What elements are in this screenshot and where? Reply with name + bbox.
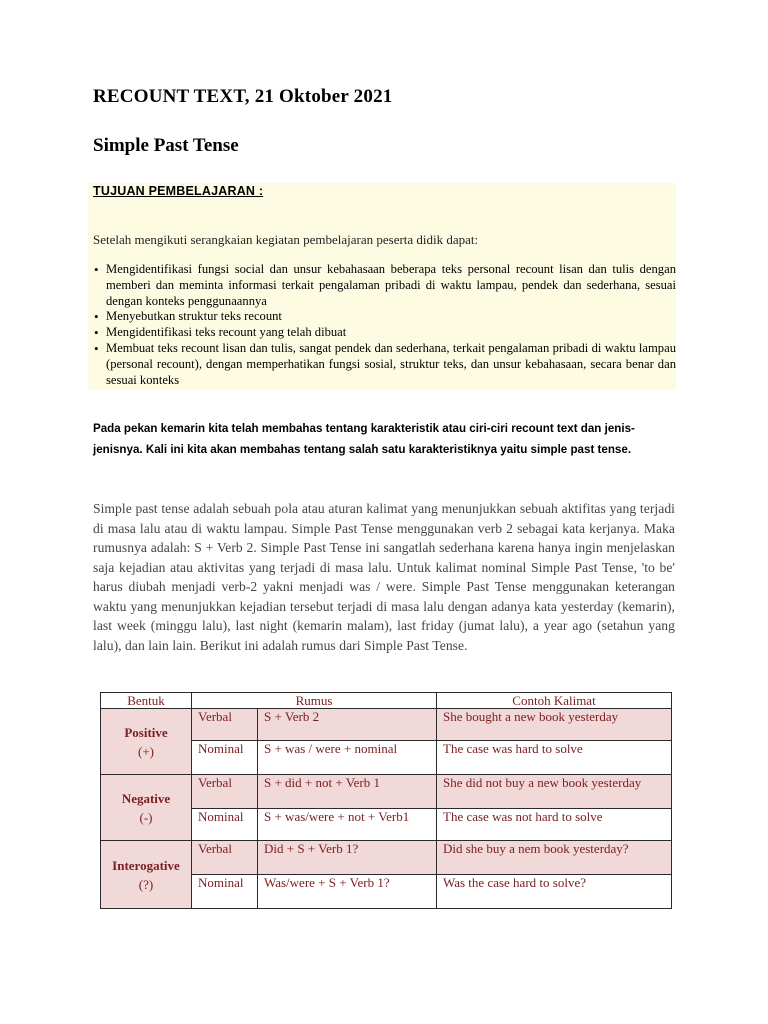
formula-cell: S + Verb 2 [258,709,437,741]
document-title: RECOUNT TEXT, 21 Oktober 2021 [93,86,393,107]
table-row [101,841,672,875]
form-label: Interogative [112,857,180,873]
tense-formula-table [100,692,672,909]
header-rumus: Rumus [192,693,437,709]
table-row [101,709,672,741]
table-header-row [101,693,672,709]
objectives-heading: TUJUAN PEMBELAJARAN : [93,184,264,198]
objectives-list [94,262,676,388]
objective-item: • Membuat teks recount lisan dan tulis, sangat pendek dan sederhana, terkait pengalaman pribadi di waktu lampau (personal recount), dengan memperhatikan fungsi sosial, struktur teks, dan unsur kebahasaan, secara benar dan sesuai konteks [94,341,676,388]
type-cell: Nominal [192,875,258,909]
form-cell-negative [101,775,192,841]
example-cell: The case was not hard to solve [437,809,672,841]
document-subtitle: Simple Past Tense [93,135,239,156]
header-bentuk: Bentuk [101,693,192,709]
form-cell-positive [101,709,192,775]
formula-cell: S + was / were + nominal [258,741,437,775]
type-cell: Verbal [192,775,258,809]
type-cell: Nominal [192,809,258,841]
table-row [101,775,672,809]
type-cell: Verbal [192,841,258,875]
type-cell: Nominal [192,741,258,775]
formula-cell: S + did + not + Verb 1 [258,775,437,809]
header-contoh: Contoh Kalimat [437,693,672,709]
formula-cell: Did + S + Verb 1? [258,841,437,875]
example-cell: Did she buy a nem book yesterday? [437,841,672,875]
example-cell: She did not buy a new book yesterday [437,775,672,809]
form-label: Negative [121,790,171,806]
form-label: Positive [124,724,168,740]
example-cell: She bought a new book yesterday [437,709,672,741]
objective-item: • Mengidentifikasi fungsi social dan unsur kebahasaan beberapa teks personal recount lisan dan tulis dengan memberi dan meminta informasi terkait pengalaman pribadi di waktu lampau, pendek dan sederhana, sesuai dengan konteks penggunaannya [94,262,676,309]
example-cell: The case was hard to solve [437,741,672,775]
definition-paragraph: Simple past tense adalah sebuah pola atau aturan kalimat yang menunjukkan sebuah aktifitas yang terjadi di masa lalu atau di waktu lampau. Simple Past Tense menggunakan verb 2 sebagai kata kerjanya. Maka rumusnya adalah: S + Verb 2. Simple Past Tense ini sangatlah sederhana karena hanya ingin menjelaskan saja kejadian atau aktivitas yang terjadi di masa lalu. Untuk kalimat nominal Simple Past Tense, 'to be' harus diubah menjadi verb-2 yakni menjadi was / were. Simple Past Tense menggunakan keterangan waktu yang menunjukkan kejadian tersebut terjadi di masa lalu dengan adanya kata yesterday (kemarin), last week (minggu lalu), last night (kemarin malam), last friday (jumat lalu), a year ago (setahun yang lalu), dan lain lain. Berikut ini adalah rumus dari Simple Past Tense. [93,501,675,653]
objective-item: • Menyebutkan struktur teks recount [94,309,676,325]
formula-cell: Was/were + S + Verb 1? [258,875,437,909]
learning-objectives-box [88,183,676,390]
objectives-intro: Setelah mengikuti serangkaian kegiatan pembelajaran peserta didik dapat: [93,232,479,247]
intro-paragraph: Pada pekan kemarin kita telah membahas tentang karakteristik atau ciri-ciri recount text dan jenis-jenisnya. Kali ini kita akan membahas tentang salah satu karakteristiknya yaitu simple past tense. [93,422,635,456]
example-cell: Was the case hard to solve? [437,875,672,909]
form-sign: (?) [138,876,154,892]
form-sign: (+) [138,743,154,759]
form-sign: (-) [139,809,153,825]
objective-item: • Mengidentifikasi teks recount yang telah dibuat [94,325,676,341]
form-cell-interogative [101,841,192,909]
type-cell: Verbal [192,709,258,741]
formula-cell: S + was/were + not + Verb1 [258,809,437,841]
